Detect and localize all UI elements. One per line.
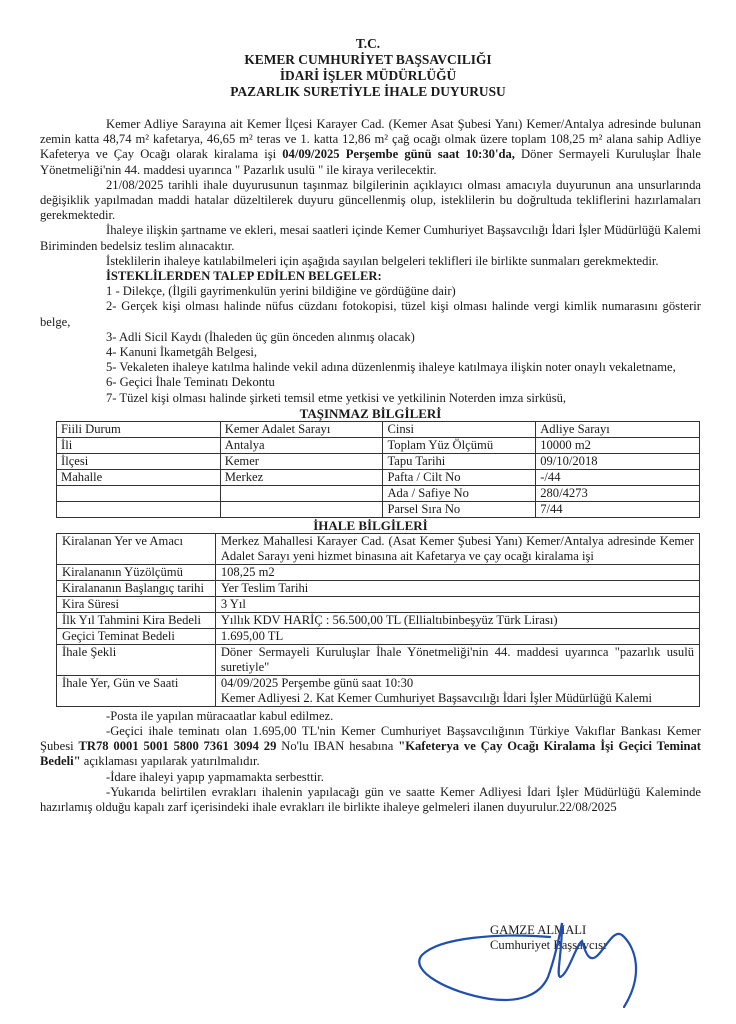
tender-value-cell: Döner Sermayeli Kuruluşlar İhale Yönetmeliği'nin 44. maddesi uyarınca "pazarlık usulü suretiyle" <box>215 644 699 675</box>
intro-paragraph-2: 21/08/2025 tarihli ihale duyurusunun taşınmaz bilgilerinin açıklayıcı olması amacıyla duyurunun ana unsurlarında değişiklik yapılmadan maddi hatalar düzeltilerek duyuru güncellenmiş olup, isteklilerin bu doğrultuda tekliflerini hazırlamaları gerekmektedir. <box>40 177 701 223</box>
property-label-cell: Parsel Sıra No <box>383 501 536 517</box>
document-body <box>40 117 701 815</box>
property-value-cell <box>220 485 383 501</box>
tender-value-cell <box>215 675 699 706</box>
tender-value-cell: 108,25 m2 <box>215 564 699 580</box>
intro-paragraph-4: İsteklilerin ihaleye katılabilmeleri için aşağıda sayılan belgeleri teklifleri ile birlikte sunmaları gerekmektedir. <box>106 253 659 268</box>
requirement-item: 7- Tüzel kişi olması halinde şirketi temsil etme yetkisi ve yetkilinin Noterden imza sirküsü, <box>106 390 567 405</box>
property-value-cell: 09/10/2018 <box>536 453 700 469</box>
tender-row <box>57 612 700 628</box>
tender-value-cell: Yıllık KDV HARİÇ : 56.500,00 TL (Ellialtıbinbeşyüz Türk Lirası) <box>215 612 699 628</box>
property-value-cell: Kemer Adalet Sarayı <box>220 421 383 437</box>
header-institution: KEMER CUMHURİYET BAŞSAVCILIĞI <box>244 52 492 67</box>
property-label-cell <box>57 485 221 501</box>
payment-description: "Kafeterya ve Çay Ocağı Kiralama İşi Geçici Teminat Bedeli" <box>40 739 701 769</box>
property-row <box>57 421 700 437</box>
property-row <box>57 453 700 469</box>
tender-date-highlight: 04/09/2025 Perşembe günü saat 10:30'da, <box>282 147 515 162</box>
tender-value-cell: 1.695,00 TL <box>215 628 699 644</box>
header-tc: T.C. <box>355 36 381 51</box>
property-row <box>57 485 700 501</box>
tender-value-cell: 3 Yıl <box>215 596 699 612</box>
signatory-name: GAMZE ALMALI <box>490 923 587 937</box>
requirement-item: 5- Vekaleten ihaleye katılma halinde vekil adına düzenlenmiş ihaleye katılmaya ilişkin noter onaylı vekaletname, <box>106 360 676 375</box>
tender-value-cell: Yer Teslim Tarihi <box>215 580 699 596</box>
tender-table <box>56 533 700 707</box>
iban-number: TR78 0001 5001 5800 7361 3094 29 <box>78 739 277 754</box>
property-label-cell: Pafta / Cilt No <box>383 469 536 485</box>
property-label-cell: Tapu Tarihi <box>383 453 536 469</box>
property-label-cell: Cinsi <box>383 421 536 437</box>
note-deposit: -Geçici ihale teminatı olan 1.695,00 TL'nin Kemer Cumhuriyet Başsavcılığının Türkiye Vakıflar Bankası Kemer Şubesi TR78 0001 5001 5800 7361 3094 29 No'lu IBAN hesabına "Kafeterya ve Çay Ocağı Kiralama İşi Geçici Teminat Bedeli" açıklaması yapılarak yatırılmalıdır. <box>40 724 701 769</box>
tender-location: Kemer Adliyesi 2. Kat Kemer Cumhuriyet Başsavcılığı İdari İşler Müdürlüğü Kalemi <box>220 690 653 705</box>
tender-label-cell: İlk Yıl Tahmini Kira Bedeli <box>57 612 216 628</box>
property-value-cell: Antalya <box>220 437 383 453</box>
property-label-cell: Ada / Safiye No <box>383 485 536 501</box>
property-label-cell <box>57 501 221 517</box>
tender-datetime: 04/09/2025 Perşembe günü saat 10:30 <box>220 675 414 690</box>
property-label-cell: İli <box>57 437 221 453</box>
property-value-cell: Kemer <box>220 453 383 469</box>
property-value-cell: 10000 m2 <box>536 437 700 453</box>
tender-row <box>57 533 700 564</box>
property-row <box>57 469 700 485</box>
intro-paragraph-3: İhaleye ilişkin şartname ve ekleri, mesai saatleri içinde Kemer Cumhuriyet Başsavcılığı İdari İşler Müdürlüğü Kalemi Biriminden bedelsiz teslim alınacaktır. <box>40 223 701 253</box>
note-submission: -Yukarıda belirtilen evrakları ihalenin yapılacağı gün ve saatte Kemer Adliyesi İdari İşler Müdürlüğü Kaleminde hazırlamış olduğu kapalı zarf içerisindeki ihale evrakları ile birlikte ihaleye gelmeleri ilanen duyurulur.22/08/2025 <box>40 784 701 815</box>
requirement-item: 6- Geçici İhale Teminatı Dekontu <box>106 375 275 390</box>
requirement-item: 3- Adli Sicil Kaydı (İhaleden üç gün önceden alınmış olacak) <box>106 329 415 344</box>
property-value-cell: 7/44 <box>536 501 700 517</box>
tender-label-cell: İhale Yer, Gün ve Saati <box>57 675 216 706</box>
property-value-cell: -/44 <box>536 469 700 485</box>
document-title: PAZARLIK SURETİYLE İHALE DUYURUSU <box>230 84 506 99</box>
property-value-cell: Merkez <box>220 469 383 485</box>
property-row <box>57 501 700 517</box>
tender-row <box>57 580 700 596</box>
tender-row <box>57 644 700 675</box>
signatory-title: Cumhuriyet Başsavcısı <box>490 938 607 952</box>
header-department: İDARİ İŞLER MÜDÜRLÜĞÜ <box>279 68 457 83</box>
property-value-cell <box>220 501 383 517</box>
tender-label-cell: Kiralananın Yüzölçümü <box>57 564 216 580</box>
tender-label-cell: İhale Şekli <box>57 644 216 675</box>
property-label-cell: Toplam Yüz Ölçümü <box>383 437 536 453</box>
tender-row <box>57 675 700 706</box>
tender-label-cell: Geçici Teminat Bedeli <box>57 628 216 644</box>
property-label-cell: Mahalle <box>57 469 221 485</box>
document-header <box>0 36 736 100</box>
property-row <box>57 437 700 453</box>
property-label-cell: Fiili Durum <box>57 421 221 437</box>
note-no-mail: -Posta ile yapılan müracaatlar kabul edilmez. <box>106 708 334 723</box>
handwritten-signature <box>410 915 670 1015</box>
property-table <box>56 421 700 518</box>
requirement-item: 1 - Dilekçe, (İlgili gayrimenkulün yerini bildiğine ve gördüğüne dair) <box>106 284 456 299</box>
tender-label-cell: Kiralananın Başlangıç tarihi <box>57 580 216 596</box>
property-value-cell: 280/4273 <box>536 485 700 501</box>
property-value-cell: Adliye Sarayı <box>536 421 700 437</box>
note-administration-right: -İdare ihaleyi yapıp yapmamakta serbesttir. <box>106 769 324 784</box>
requirement-item: 2- Gerçek kişi olması halinde nüfus cüzdanı fotokopisi, tüzel kişi olması halinde vergi kimlik numarasını gösterir belge, <box>40 299 701 329</box>
property-label-cell: İlçesi <box>57 453 221 469</box>
intro-paragraph-1: Kemer Adliye Sarayına ait Kemer İlçesi Karayer Cad. (Kemer Asat Şubesi Yanı) Kemer/Antalya adresinde bulunan zemin katta 48,74 m² kafetarya, 46,65 m² teras ve 1. katta 12,86 m² çağ ocağı olmak üzere toplam 108,25 m² alana sahip Adliye Kafeterya ve Çay Ocağı olarak kiralama işi 04/09/2025 Perşembe günü saat 10:30'da, Döner Sermayeli Kuruluşlar İhale Yönetmeliği'nin 44. maddesi uyarınca " Pazarlık usulü " ile kiraya verilecektir. <box>40 117 702 177</box>
tender-value-cell: Merkez Mahallesi Karayer Cad. (Asat Kemer Şubesi Yanı) Kemer/Antalya adresinde Kemer Adalet Sarayı yeni hizmet binasına ait Kafetarya ve çay ocağı kiralama işi <box>215 533 699 564</box>
tender-label-cell: Kiralanan Yer ve Amacı <box>57 533 216 564</box>
property-section-title: TAŞINMAZ BİLGİLERİ <box>299 405 442 421</box>
tender-row <box>57 564 700 580</box>
tender-label-cell: Kira Süresi <box>57 596 216 612</box>
tender-row <box>57 628 700 644</box>
requirements-title: İSTEKLİLERDEN TALEP EDİLEN BELGELER: <box>106 269 382 284</box>
tender-section-title: İHALE BİLGİLERİ <box>313 517 428 533</box>
requirement-item: 4- Kanuni İkametgâh Belgesi, <box>106 345 258 360</box>
tender-row <box>57 596 700 612</box>
